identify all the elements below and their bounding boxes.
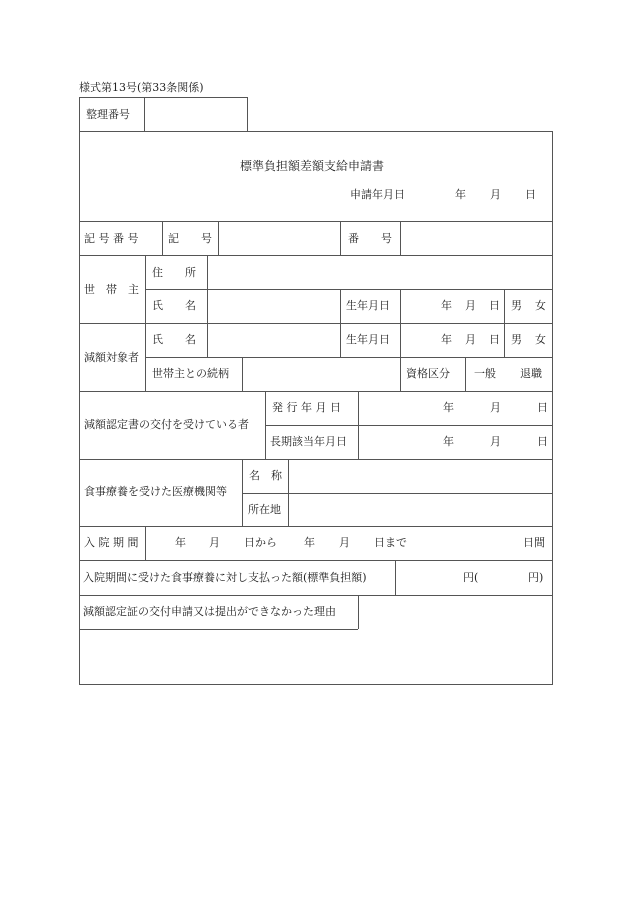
- divider: [145, 526, 146, 560]
- target-person-label: 減額対象者: [84, 351, 139, 364]
- issue-day: 日: [537, 401, 548, 414]
- household-year: 年: [441, 299, 452, 312]
- divider: [242, 357, 243, 391]
- qualification-retired[interactable]: 退職: [520, 367, 542, 380]
- divider: [358, 595, 359, 629]
- divider: [218, 221, 219, 255]
- divider: [144, 97, 145, 132]
- period-from-month: 月: [209, 536, 220, 549]
- divider: [242, 459, 243, 526]
- issue-date-label: 発 行 年 月 日: [272, 401, 341, 414]
- kigo-label: 記 号: [168, 232, 212, 245]
- divider: [145, 255, 146, 391]
- divider: [465, 357, 466, 391]
- household-female[interactable]: 女: [535, 299, 546, 312]
- divider: [79, 255, 553, 256]
- qualification-label: 資格区分: [406, 367, 450, 380]
- reason-field[interactable]: [80, 630, 552, 684]
- divider: [400, 357, 401, 391]
- target-day: 日: [489, 333, 500, 346]
- divider: [340, 221, 341, 255]
- period-to-day: 日まで: [374, 536, 407, 549]
- bango-label: 番 号: [348, 232, 392, 245]
- divider: [207, 255, 208, 357]
- divider: [79, 526, 553, 527]
- divider: [395, 560, 396, 595]
- long-term-day: 日: [537, 435, 548, 448]
- divider: [340, 323, 341, 357]
- target-month: 月: [465, 333, 476, 346]
- issue-year: 年: [443, 401, 454, 414]
- divider: [504, 323, 505, 357]
- household-head-label: 世 帯 主: [84, 283, 139, 296]
- seiri-label: 整理番号: [86, 108, 130, 121]
- period-to-year: 年: [304, 536, 315, 549]
- payment-label: 入院期間に受けた食事療養に対し支払った額(標準負担額): [83, 571, 367, 584]
- divider: [265, 425, 553, 426]
- divider: [79, 323, 553, 324]
- long-term-month: 月: [490, 435, 501, 448]
- divider: [288, 459, 289, 526]
- issue-month: 月: [490, 401, 501, 414]
- divider: [265, 391, 266, 459]
- divider: [400, 289, 401, 323]
- reason-label: 減額認定証の交付申請又は提出ができなかった理由: [83, 605, 336, 618]
- application-date-label: 申請年月日: [350, 188, 405, 201]
- target-female[interactable]: 女: [535, 333, 546, 346]
- household-name-label: 氏 名: [152, 299, 196, 312]
- qualification-general[interactable]: 一般: [474, 367, 496, 380]
- period-from-year: 年: [175, 536, 186, 549]
- relation-label: 世帯主との続柄: [152, 367, 229, 380]
- divider: [358, 391, 359, 459]
- period-from-day: 日から: [244, 536, 277, 549]
- institution-label: 食事療養を受けた医療機関等: [84, 485, 227, 498]
- household-month: 月: [465, 299, 476, 312]
- application-month: 月: [490, 188, 501, 201]
- hospital-period-label: 入 院 期 間: [84, 536, 139, 549]
- form-title: 標準負担額差額支給申請書: [240, 159, 385, 173]
- application-day: 日: [525, 188, 536, 201]
- household-male[interactable]: 男: [511, 299, 522, 312]
- divider: [79, 459, 553, 460]
- household-birth-label: 生年月日: [346, 299, 390, 312]
- application-year: 年: [455, 188, 466, 201]
- payment-yen-close: 円): [528, 571, 544, 584]
- divider: [79, 560, 553, 561]
- divider: [79, 221, 553, 222]
- period-to-month: 月: [339, 536, 350, 549]
- divider: [340, 289, 341, 323]
- divider: [162, 221, 163, 255]
- divider: [79, 595, 553, 596]
- period-days: 日間: [523, 536, 545, 549]
- kigo-bango-label: 記 号 番 号: [84, 232, 139, 245]
- target-year: 年: [441, 333, 452, 346]
- form-number: 様式第13号(第33条関係): [79, 81, 204, 94]
- divider: [400, 323, 401, 357]
- household-day: 日: [489, 299, 500, 312]
- divider: [400, 221, 401, 255]
- target-male[interactable]: 男: [511, 333, 522, 346]
- target-birth-label: 生年月日: [346, 333, 390, 346]
- certificate-label: 減額認定書の交付を受けている者: [84, 418, 249, 431]
- divider: [79, 391, 553, 392]
- long-term-year: 年: [443, 435, 454, 448]
- target-name-label: 氏 名: [152, 333, 196, 346]
- divider: [504, 289, 505, 323]
- payment-yen-open: 円(: [463, 571, 479, 584]
- institution-name-label: 名 称: [249, 469, 282, 482]
- institution-address-label: 所在地: [248, 503, 281, 516]
- household-address-label: 住 所: [152, 266, 196, 279]
- divider: [145, 357, 553, 358]
- long-term-date-label: 長期該当年月日: [270, 435, 347, 448]
